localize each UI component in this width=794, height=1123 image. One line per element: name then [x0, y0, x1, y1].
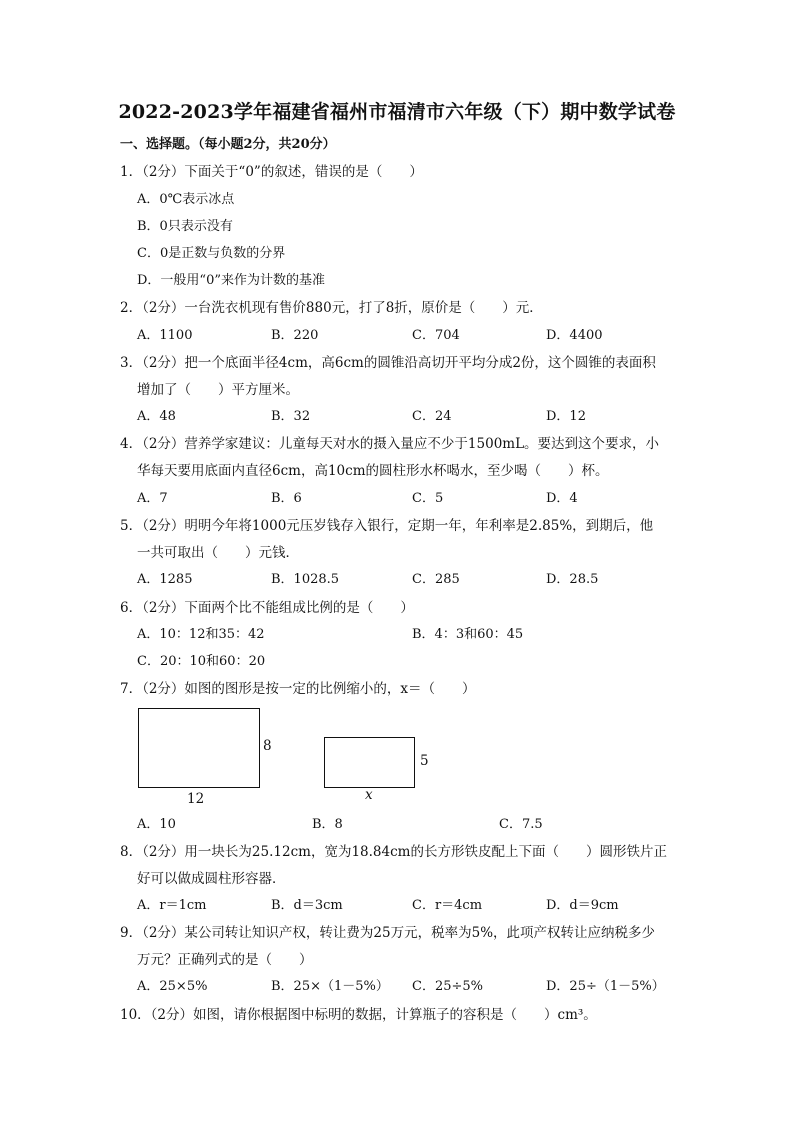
question-2: 2．（2分）一台洗衣机现有售价880元，打了8折，原价是（ ）元．	[120, 300, 543, 316]
question-1: 1．（2分）下面关于“0”的叙述，错误的是（ ）	[120, 164, 423, 180]
option-2b: B．220	[271, 328, 319, 343]
small-rectangle-width-label: x	[365, 787, 373, 803]
question-3-cont: 增加了（ ）平方厘米。	[137, 382, 299, 398]
large-rectangle-width-label: 12	[187, 791, 205, 807]
option-4a: A．7	[137, 491, 168, 506]
option-1b: B．0只表示没有	[137, 219, 233, 234]
section-heading: 一、选择题。（每小题2分，共20分）	[120, 137, 336, 152]
question-6: 6．（2分）下面两个比不能组成比例的是（ ）	[120, 600, 414, 616]
option-5c: C．285	[412, 572, 460, 587]
option-8b: B．d＝3cm	[271, 898, 343, 913]
question-3: 3．（2分）把一个底面半径4cm，高6cm的圆锥沿高切开平均分成2份，这个圆锥的表面积	[120, 355, 656, 371]
question-9: 9．（2分）某公司转让知识产权，转让费为25万元，税率为5%，此项产权转让应纳税多少	[120, 925, 656, 941]
question-5-cont: 一共可取出（ ）元钱．	[137, 545, 299, 561]
option-6c: C．20：10和60：20	[137, 654, 266, 669]
option-5b: B．1028.5	[271, 572, 340, 587]
option-8a: A．r＝1cm	[137, 898, 207, 913]
question-8: 8．（2分）用一块长为25.12cm，宽为18.84cm的长方形铁皮配上下面（ ）圆形铁片正	[120, 844, 667, 860]
option-1a: A．0℃表示冰点	[137, 192, 235, 207]
option-3a: A．48	[137, 409, 176, 424]
option-2a: A．1100	[137, 328, 193, 343]
option-8d: D．d＝9cm	[546, 898, 619, 913]
option-4b: B．6	[271, 491, 302, 506]
option-4c: C．5	[412, 491, 444, 506]
option-2d: D．4400	[546, 328, 603, 343]
option-6a: A．10：12和35：42	[137, 627, 265, 642]
option-7b: B．8	[312, 817, 343, 832]
option-9b: B．25×（1－5%）	[271, 979, 389, 994]
scaled-rectangles-figure	[130, 700, 460, 810]
question-4: 4．（2分）营养学家建议：儿童每天对水的摄入量应不少于1500mL。要达到这个要求，小	[120, 436, 660, 452]
option-8c: C．r＝4cm	[412, 898, 483, 913]
option-6b: B．4：3和60：45	[412, 627, 524, 642]
option-1c: C．0是正数与负数的分界	[137, 246, 286, 261]
question-8-cont: 好可以做成圆柱形容器．	[137, 871, 286, 887]
option-7a: A．10	[137, 817, 176, 832]
question-7: 7．（2分）如图的图形是按一定的比例缩小的，x＝（ ）	[120, 681, 476, 697]
option-9c: C．25÷5%	[412, 979, 484, 994]
option-3c: C．24	[412, 409, 452, 424]
question-5: 5．（2分）明明今年将1000元压岁钱存入银行，定期一年，年利率是2.85%，到期后，他	[120, 518, 654, 534]
option-1d: D．一般用“0”来作为计数的基准	[137, 273, 325, 288]
small-rectangle-height-label: 5	[420, 753, 429, 769]
option-9a: A．25×5%	[137, 979, 208, 994]
question-9-cont: 万元？正确列式的是（ ）	[137, 952, 313, 968]
small-rectangle	[324, 737, 415, 788]
page-title: 2022-2023学年福建省福州市福清市六年级（下）期中数学试卷	[118, 101, 676, 123]
large-rectangle-height-label: 8	[263, 738, 272, 754]
option-5d: D．28.5	[546, 572, 599, 587]
option-2c: C．704	[412, 328, 460, 343]
question-4-cont: 华每天要用底面内直径6cm，高10cm的圆柱形水杯喝水，至少喝（ ）杯。	[137, 463, 609, 479]
option-3d: D．12	[546, 409, 586, 424]
option-9d: D．25÷（1－5%）	[546, 979, 665, 994]
option-3b: B．32	[271, 409, 311, 424]
option-7c: C．7.5	[499, 817, 543, 832]
option-5a: A．1285	[137, 572, 193, 587]
large-rectangle	[138, 708, 260, 788]
question-10: 10．（2分）如图，请你根据图中标明的数据，计算瓶子的容积是（ ）cm³。	[120, 1007, 597, 1023]
option-4d: D．4	[546, 491, 578, 506]
